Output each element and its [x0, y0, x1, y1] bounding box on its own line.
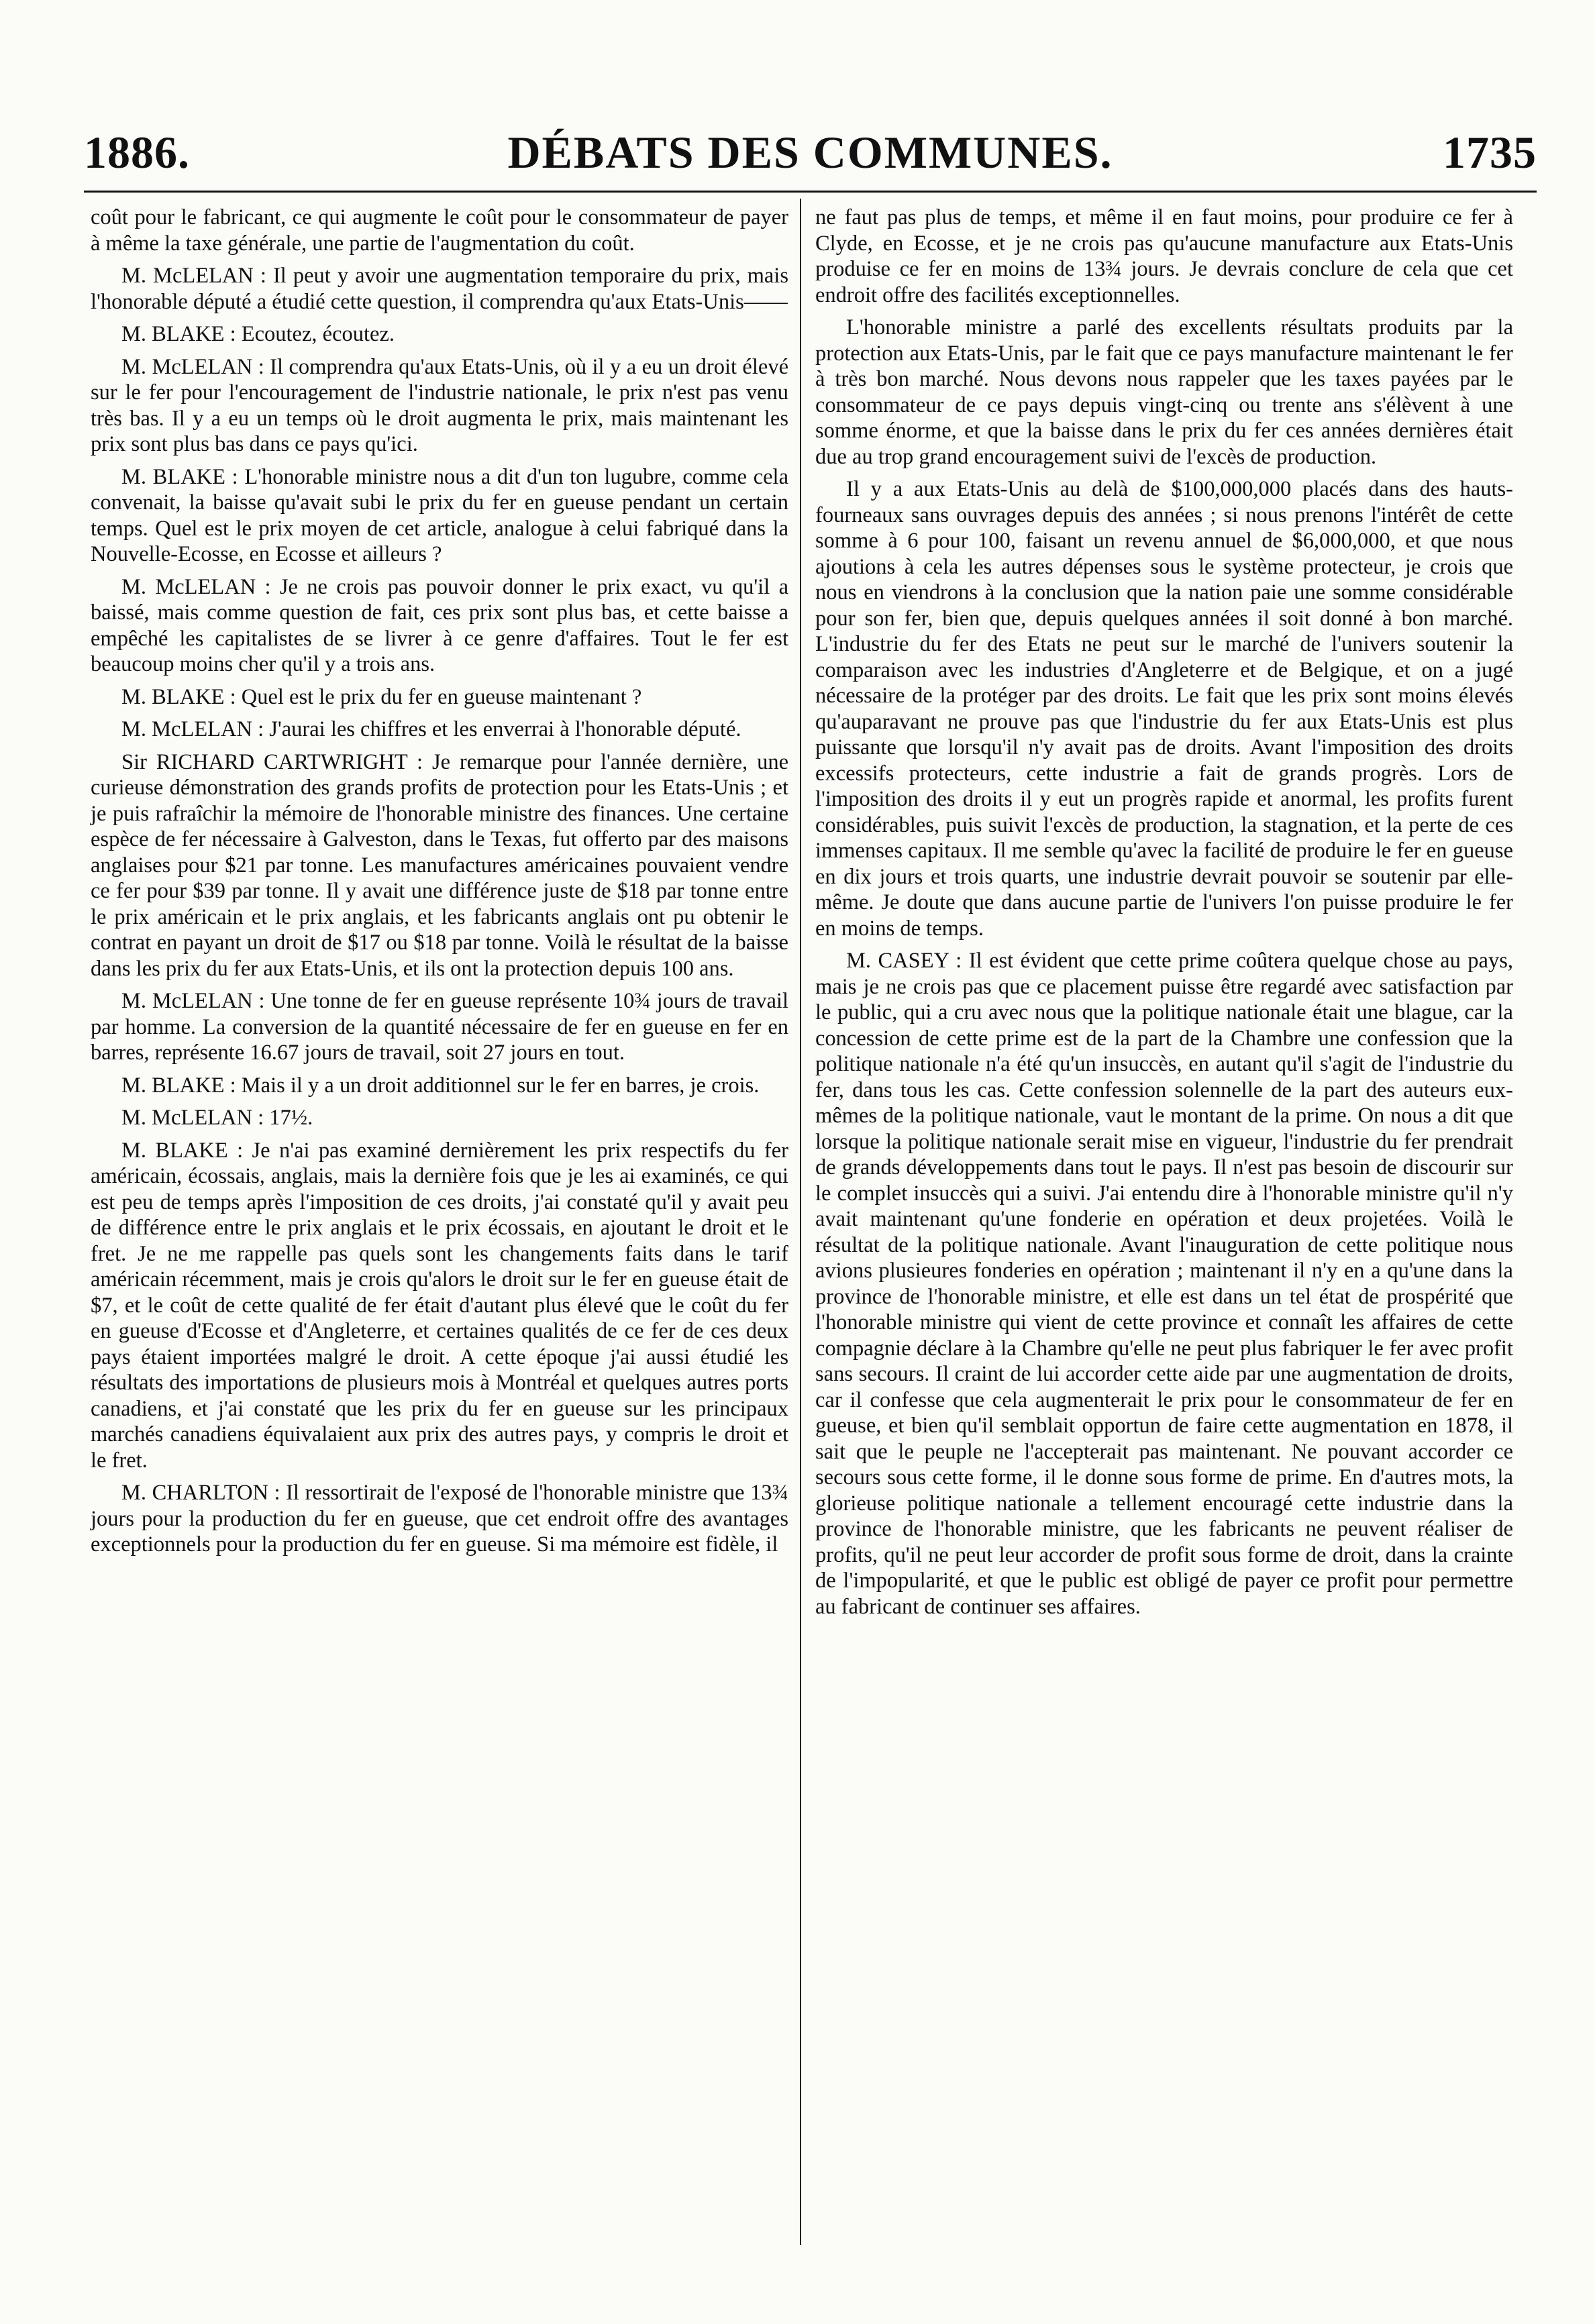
header-year: 1886. [84, 127, 190, 178]
column-divider [800, 199, 801, 2245]
paragraph: coût pour le fabricant, ce qui augmente le coût pour le consommateur de payer à même la taxe générale, une partie de l'augmentation du coût. [91, 205, 788, 256]
paragraph: M. McLELAN : Une tonne de fer en gueuse représente 10¾ jours de travail par homme. La conversion de la quantité nécessaire de fer en gueuse en fer en barres, représente 16.67 jours de travail, soit 27 jours en tout. [91, 989, 788, 1065]
paragraph: Il y a aux Etats-Unis au delà de $100,000,000 placés dans des hauts-fourneaux sans ouvrages depuis des années ; si nous prenons l'intérêt de cette somme à 6 pour 100, faisant un revenu annuel de $6,000,000, et que nous ajoutions à cela les autres dépenses sous le système protecteur, je crois que nous en viendrons à la conclusion que la nation paie une somme considérable pour son fer, bien que, depuis quelques années il soit donné à bon marché. L'industrie du fer des Etats ne peut sur le marché de l'univers soutenir la comparaison avec les industries d'Angleterre et de Belgique, et on a jugé nécessaire de la protéger par des droits. Le fait que les prix sont moins élevés qu'auparavant ne prouve pas que l'industrie du fer aux Etats-Unis est plus puissante que lorsqu'il n'y avait pas de droits. Avant l'imposition des droits excessifs protecteurs, cette industrie a fait de grands progrès. Lors de l'imposition des droits il y eut un progrès rapide et anormal, les profits furent considérables, puis suivit l'excès de production, la stagnation, et la perte de ces immenses capitaux. Il me semble qu'avec la facilité de produire le fer en gueuse en dix jours et trois quarts, une industrie devrait pouvoir se soutenir par elle-même. Je doute que dans aucune partie de l'univers l'on puisse produire le fer en moins de temps. [815, 477, 1513, 941]
paragraph: ne faut pas plus de temps, et même il en faut moins, pour produire ce fer à Clyde, en Ecosse, et je ne crois pas qu'aucune manufacture aux Etats-Unis produise ce fer en moins de 13¾ jours. Je devrais conclure de cela que cet endroit offre des facilités exceptionnelles. [815, 205, 1513, 307]
paragraph: M. BLAKE : Je n'ai pas examiné dernièrement les prix respectifs du fer américain, écossais, anglais, mais la dernière fois que je les ai examinés, ce qui est peu de temps après l'imposition de ces droits, j'ai constaté qu'il y avait peu de différence entre le prix anglais et le prix écossais, en ajoutant le droit et le fret. Je ne me rappelle pas quels sont les changements faits dans le tarif américain récemment, mais je crois qu'alors le droit sur le fer en gueuse était de $7, et le coût de cette qualité de fer était d'autant plus élevé que le coût du fer en gueuse d'Ecosse et d'Angleterre, et certaines qualités de ce fer de ces deux pays étaient importées malgré le droit. A cette époque j'ai aussi étudié les résultats des importations de plusieurs mois à Montréal et quelques autres ports canadiens, et j'ai constaté que les prix du fer en gueuse sur les principaux marchés canadiens équivalaient aux prix des autres pays, y compris le droit et le fret. [91, 1138, 788, 1473]
paragraph: M. BLAKE : L'honorable ministre nous a dit d'un ton lugubre, comme cela convenait, la baisse qu'avait subi le prix du fer en gueuse pendant un certain temps. Quel est le prix moyen de cet article, analogue à celui fabriqué dans la Nouvelle-Ecosse, en Ecosse et ailleurs ? [91, 464, 788, 566]
header-rule [84, 191, 1537, 193]
paragraph: M. CHARLTON : Il ressortirait de l'exposé de l'honorable ministre que 13¾ jours pour la production du fer en gueuse, que cet endroit offre des avantages exceptionnels pour la production du fer en gueuse. Si ma mémoire est fidèle, il [91, 1481, 788, 1556]
left-column [91, 205, 788, 1565]
right-column [815, 205, 1513, 1626]
paragraph: M. BLAKE : Quel est le prix du fer en gueuse maintenant ? [121, 684, 642, 709]
paragraph: M. BLAKE : Ecoutez, écoutez. [121, 322, 395, 346]
page-header [84, 121, 1537, 195]
paragraph: M. McLELAN : J'aurai les chiffres et les enverrai à l'honorable député. [121, 717, 741, 741]
paragraph: L'honorable ministre a parlé des excellents résultats produits par la protection aux Etats-Unis, par le fait que ce pays manufacture maintenant le fer à très bon marché. Nous devons nous rappeler que les taxes payées par le consommateur de ce pays depuis vingt-cinq ou trente ans s'élèvent à une somme énorme, et que la baisse dans le prix du fer ces années dernières était due au trop grand encouragement suivi de l'excès de production. [815, 315, 1513, 469]
paragraph: M. McLELAN : Il comprendra qu'aux Etats-Unis, où il y a eu un droit élevé sur le fer pour l'encouragement de l'industrie nationale, le prix n'est pas venu très bas. Il y a eu un temps où le droit augmenta le prix, mais maintenant les prix sont plus bas dans ce pays qu'ici. [91, 354, 788, 456]
paragraph: Sir RICHARD CARTWRIGHT : Je remarque pour l'année dernière, une curieuse démonstration des grands profits de protection pour les Etats-Unis ; et je puis rafraîchir la mémoire de l'honorable ministre des finances. Une certaine espèce de fer nécessaire à Galveston, dans le Texas, fut offerto par des maisons anglaises pour $21 par tonne. Les manufactures américaines pouvaient vendre ce fer pour $39 par tonne. Il y avait une différence juste de $18 par tonne entre le prix américain et le prix anglais, et les fabricants anglais ont pu obtenir le contrat en payant un droit de $17 ou $18 par tonne. Voilà le résultat de la baisse dans les prix du fer aux Etats-Unis, et ils ont la protection depuis 100 ans. [91, 749, 788, 981]
paragraph: M. McLELAN : Il peut y avoir une augmentation temporaire du prix, mais l'honorable député a étudié cette question, il comprendra qu'aux Etats-Unis—— [91, 264, 788, 314]
header-title: DÉBATS DES COMMUNES. [507, 127, 1113, 178]
paragraph: M. BLAKE : Mais il y a un droit additionnel sur le fer en barres, je crois. [121, 1073, 760, 1098]
paragraph: M. CASEY : Il est évident que cette prime coûtera quelque chose au pays, mais je ne crois pas que ce placement puisse être regardé avec satisfaction par le public, qui a cru avec nous que la politique nationale était une blague, car la concession de cette prime est de la part de la Chambre une confession que la politique nationale n'a été qu'un insuccès, en autant qu'il s'agit de l'industrie du fer, dans tous les cas. Cette confession solennelle de la part des auteurs eux-mêmes de la politique nationale, vaut le montant de la prime. On nous a dit que lorsque la politique nationale serait mise en vigueur, l'industrie du fer prendrait de grands développements dans tout le pays. Il n'est pas besoin de discourir sur le complet insuccès qui a suivi. J'ai entendu dire à l'honorable ministre qu'il n'y avait maintenant qu'une fonderie en opération et deux projetées. Voilà le résultat de la politique nationale. Avant l'inauguration de cette politique nous avions plusieures fonderies en opération ; maintenant il n'y en a qu'une dans la province de l'honorable ministre, et elle est dans un tel état de prospérité que l'honorable ministre qui vient de cette province et connaît les affaires de cette compagnie déclare à la Chambre qu'elle ne peut plus fabriquer le fer avec profit sans secours. Il craint de lui accorder cette aide par une augmentation de droits, car il confesse que cela augmenterait le prix pour le consommateur de fer en gueuse, et bien qu'il semblait opportun de faire cette augmentation en 1878, il sait que le peuple ne l'accepterait pas maintenant. Ne pouvant accorder ce secours sous cette forme, il le donne sous forme de prime. En d'autres mots, la glorieuse politique nationale a tellement encouragé cette industrie dans la province de l'honorable ministre, que les fabricants ne peuvent réaliser de profits, qu'il ne peut leur accorder de profit sous forme de droit, dans la crainte de l'impopularité, et que le public est obligé de payer ce profit pour permettre au fabricant de continuer ses affaires. [815, 949, 1513, 1619]
paragraph: M. McLELAN : 17½. [121, 1106, 313, 1130]
paragraph: M. McLELAN : Je ne crois pas pouvoir donner le prix exact, vu qu'il a baissé, mais comme question de fait, ces prix sont plus bas, et cette baisse a empêché les capitalistes de se livrer à ce genre d'affaires. Tout le fer est beaucoup moins cher qu'il y a trois ans. [91, 574, 788, 676]
header-page-number: 1735 [1443, 127, 1537, 178]
